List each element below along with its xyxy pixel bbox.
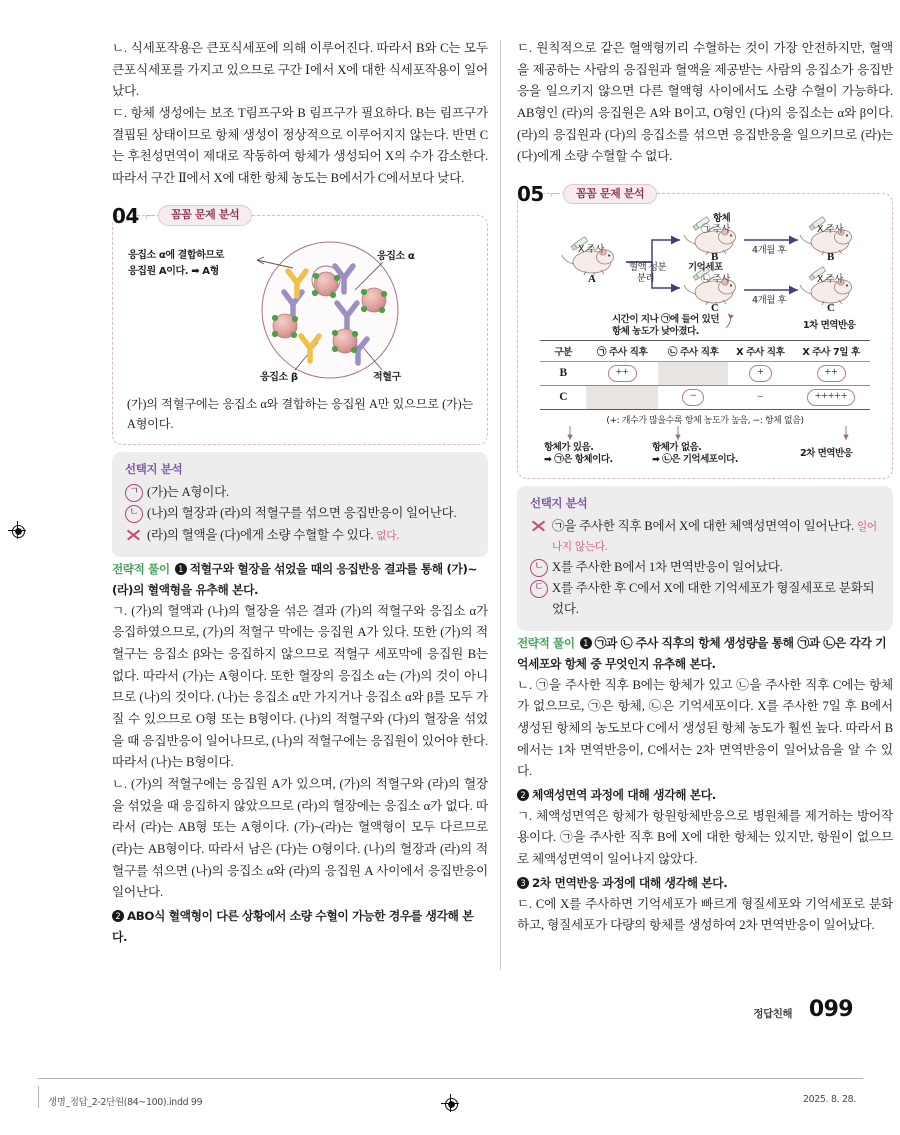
table-header-cell: ㉡ 주사 직후	[658, 340, 729, 361]
column-divider	[500, 40, 501, 970]
table-header-cell: 구분	[540, 340, 586, 361]
problem-05-analysis-box	[517, 193, 893, 479]
strategy-title-04: 전략적 풀이	[112, 561, 170, 576]
choice-item	[530, 557, 880, 577]
mouse-immunity-figure	[530, 212, 880, 338]
table-row	[540, 385, 870, 409]
step-label: ㉠과 ㉡ 주사 직후의 항체 생성량을 통해 ㉠과 ㉡은 각각 기억세포와 항체 중 무엇인지 유추해 본다.	[517, 635, 887, 671]
choice-analysis-title-05: 선택지 분석	[530, 495, 588, 510]
choice-mark-correct-icon: ㄴ	[125, 505, 142, 522]
choice-item	[125, 525, 475, 545]
fig05-label-antibody: 항체	[713, 212, 731, 224]
fig05-separate-line1: 혈액 성분	[629, 261, 667, 273]
strategy-paragraph: ㄱ. (가)의 혈액과 (나)의 혈장을 섞은 결과 (가)의 적혈구와 응집소 α가 응집하였으므로, (가)의 적혈구 막에는 응집원 A가 있다. 또한 (가)의 적혈구는 응집소 β와는 응집하지 않으므로 적혈구 세포막에 응집원 B는 없다. 따라서 (가)는 A형이다. 또한 혈장의 응집소 α는 (가)의 것이 아니므로 (나)의 것이다. (나)는 응집소 α만 가지거나 응집소 α와 β를 모두 가질 수 있으므로 O형 또는 B형이다. (나)의 적혈구와 (다)의 혈장을 섞었을 때 응집반응이 일어나므로, (나)의 적혈구에는 응집원이 있어야 한다. 따라서 (나)는 B형이다.	[112, 603, 488, 770]
print-rule-divider	[38, 1078, 863, 1079]
choice-text: X를 주사한 B에서 1차 면역반응이 일어났다.	[552, 560, 783, 575]
problem-number-05: 05	[517, 181, 544, 206]
step-label: 2차 면역반응 과정에 대해 생각해 본다.	[532, 875, 728, 890]
step-label: ABO식 혈액형이 다른 상황에서 소량 수혈이 가능한 경우를 생각해 본다.	[112, 908, 474, 944]
paragraph-left-intro-1: ㄴ. 식세포작용은 큰포식세포에 의해 이루어진다. 따라서 B와 C는 모두 큰포식세포를 가지고 있으므로 구간 Ⅰ에서 X에 대한 식세포작용이 일어났다.	[112, 41, 488, 99]
fig04-callout-line2: 응집원 A이다. ➡ A형	[128, 265, 219, 277]
choice-item	[530, 578, 880, 619]
table-row-label: C	[540, 385, 586, 409]
choice-item	[530, 516, 880, 557]
choice-item	[125, 482, 475, 502]
problem-analysis-tag-05: 꼼꼼 문제 분석	[563, 184, 657, 205]
fig05-separate-line2: 분리	[637, 272, 655, 284]
table-cell: −	[728, 385, 792, 409]
problem-04-header	[112, 204, 488, 228]
table-header-cell: X 주사 7일 후	[792, 340, 870, 361]
problem-04-strategy	[112, 559, 488, 948]
fig05-mouse-label-a: A	[588, 272, 596, 285]
step-label: 적혈구와 혈장을 섞었을 때의 응집반응 결과를 통해 (가)~(라)의 혈액형을 유추해 본다.	[112, 561, 477, 597]
choice-text: (가)는 A형이다.	[147, 485, 229, 500]
problem-05-choice-analysis	[517, 486, 893, 631]
dash-connector-icon: ⌐	[550, 185, 557, 201]
problem-05-strategy	[517, 633, 893, 937]
note-no-antibody-line1: 항체가 없음.	[652, 441, 702, 453]
table-cell: +	[728, 361, 792, 385]
problem-05-header	[517, 182, 893, 206]
table-legend: (+: 개수가 많을수록 항체 농도가 높음, −: 항체 없음)	[606, 415, 804, 426]
table-header-cell: X 주사 직후	[728, 340, 792, 361]
step-number-badge: 2	[112, 910, 124, 922]
table-cell-empty	[586, 385, 658, 409]
fig05-inject-nieun: ㉡ 주사	[701, 273, 730, 285]
choice-correction: 없다.	[376, 529, 400, 542]
table-cell: ++	[792, 361, 870, 385]
choice-mark-wrong-icon	[530, 518, 547, 535]
page-number: 099	[808, 997, 853, 1022]
table-header-cell: ㉠ 주사 직후	[586, 340, 658, 361]
right-column	[517, 38, 893, 937]
fig05-inject-x-a: X 주사	[578, 243, 604, 255]
strategy-title-05: 전략적 풀이	[517, 635, 575, 650]
left-column	[112, 38, 488, 948]
fig05-after-4months-b: 4개월 후	[752, 244, 787, 256]
table-row-label: B	[540, 361, 586, 385]
table-header-row	[540, 340, 870, 361]
registration-mark-left	[8, 521, 26, 539]
registration-mark-bottom	[441, 1094, 459, 1112]
choice-text: X를 주사한 후 C에서 X에 대한 기억세포가 형질세포로 분화되었다.	[552, 581, 875, 616]
choice-text: (나)의 혈장과 (라)의 적혈구를 섞으면 응집반응이 일어난다.	[147, 506, 457, 521]
problem-number-04: 04	[112, 203, 139, 228]
choice-mark-correct-icon: ㄷ	[530, 580, 547, 597]
note-secondary-response: 2차 면역반응	[800, 447, 853, 459]
table-cell: −	[658, 385, 729, 409]
table-cell-empty	[658, 361, 729, 385]
choice-mark-correct-icon: ㄴ	[530, 559, 547, 576]
fig05-inject-x-c: X 주사	[817, 273, 843, 285]
strategy-paragraph: ㄴ. (가)의 적혈구에는 응집원 A가 있으며, (가)의 적혈구와 (라)의 혈장을 섞었을 때 응집하지 않았으므로 (라)의 혈장에는 응집소 α가 없다. 따라서 (라)는 AB형 또는 A형이다. (가)~(라)는 혈액형이 모두 다르므로 (라)는 AB형이다. 따라서 남은 (다)는 O형이다. (나)의 혈장과 (라)의 적혈구를 섞으면 (나)의 응집소 α와 (라)의 응집원 A 사이에서 응집반응이 일어난다.	[112, 776, 488, 900]
fig05-mouse-label-b1: B	[711, 250, 719, 263]
fig04-callout-line1: 응집소 α에 결합하므로	[128, 249, 224, 261]
choice-item	[125, 503, 475, 523]
table-cell: ++	[586, 361, 658, 385]
strategy-paragraph: ㄱ. 체액성면역은 항체가 항원항체반응으로 병원체를 제거하는 방어작용이다. ㉠을 주사한 직후 B에 X에 대한 항체는 있지만, 항원이 없으므로 체액성면역이 일어나지 않았다.	[517, 808, 893, 867]
step-number-badge: 2	[517, 789, 529, 801]
problem-04-choice-analysis	[112, 452, 488, 557]
fig05-note-time-line1: 시간이 지나 ㉠에 들어 있던	[612, 313, 719, 325]
note-has-antibody-line2: ➡ ㉠은 항체이다.	[544, 453, 613, 465]
table-callouts	[530, 428, 880, 468]
fig05-mouse-label-c2: C	[827, 301, 835, 314]
paragraph-right-intro-1: ㄷ. 원칙적으로 같은 혈액형끼리 수혈하는 것이 가장 안전하지만, 혈액을 제공하는 사람의 응집원과 혈액을 제공받는 사람의 응집소가 응집반응을 일으키지 않으면 다른 혈액형 사이에서도 소량 수혈이 가능하다. AB형인 (라)의 응집원은 A와 B이고, O형인 (다)의 응집소는 α와 β이다. (라)의 응집원과 (다)의 응집소를 섞으면 응집반응을 일으키므로 (라)는 (다)에게 소량 수혈할 수 없다.	[517, 41, 893, 164]
choice-mark-correct-icon: ㄱ	[125, 484, 142, 501]
choice-correction: 일어나지 않는다.	[552, 520, 877, 553]
choice-analysis-title-04: 선택지 분석	[125, 462, 183, 477]
fig04-label-agglutinin-beta: 응집소 β	[260, 371, 298, 383]
dash-connector-icon: ⌐	[145, 207, 152, 223]
table-row	[540, 361, 870, 385]
fig05-note-primary-response: 1차 면역반응	[803, 319, 856, 331]
fig04-label-agglutinin-alpha: 응집소 α	[377, 250, 415, 262]
step-number-badge: 1	[175, 563, 187, 575]
strategy-paragraph: ㄴ. ㉠을 주사한 직후 B에는 항체가 있고 ㉡을 주사한 직후 C에는 항체가 없으므로, ㉠은 항체, ㉡은 기억세포이다. X를 주사한 7일 후 B에서 생성된 항체의 농도보다 C에서 생성된 항체 농도가 훨씬 높다. 따라서 B에서는 1차 면역반응이, C에서는 2차 면역반응이 일어났음을 알 수 있다.	[517, 677, 893, 779]
table-cell: +++++	[792, 385, 870, 409]
step-number-badge: 3	[517, 877, 529, 889]
fig05-after-4months-c: 4개월 후	[752, 294, 787, 306]
problem-analysis-tag-04: 꼼꼼 문제 분석	[158, 205, 252, 226]
fig05-mouse-label-b2: B	[827, 250, 835, 263]
fig05-inject-gieok: ㉠ 주사	[701, 223, 730, 235]
print-crop-tick	[38, 1086, 39, 1108]
choice-mark-wrong-icon	[125, 527, 142, 544]
agglutination-figure	[125, 238, 475, 388]
fig04-label-rbc: 적혈구	[373, 371, 401, 383]
note-has-antibody-line1: 항체가 있음.	[544, 441, 594, 453]
print-filename: 생명_정답_2-2단원(84~100).indd 99	[48, 1097, 203, 1108]
problem-04-analysis-box	[112, 215, 488, 446]
strategy-paragraph: ㄷ. C에 X를 주사하면 기억세포가 빠르게 형질세포와 기억세포로 분화하고, 형질세포가 다량의 항체를 생성하여 2차 면역반응이 일어났다.	[517, 896, 893, 933]
problem-04-figure-caption: (가)의 적혈구에는 응집소 α와 결합하는 응집원 A만 있으므로 (가)는 A형이다.	[127, 396, 473, 431]
step-label: 체액성면역 과정에 대해 생각해 본다.	[532, 787, 716, 802]
step-number-badge: 1	[580, 637, 592, 649]
fig05-mouse-label-c1: C	[711, 301, 719, 314]
fig05-label-memory-cell: 기억세포	[688, 261, 723, 273]
note-no-antibody-line2: ➡ ㉡은 기억세포이다.	[652, 453, 738, 465]
print-date: 2025. 8. 28.	[802, 1094, 856, 1105]
antibody-concentration-table	[540, 340, 870, 410]
choice-text: (라)의 혈액을 (다)에게 소량 수혈할 수 있다.	[147, 527, 374, 542]
paragraph-left-intro-2: ㄷ. 항체 생성에는 보조 T림프구와 B 림프구가 필요하다. B는 림프구가 결핍된 상태이므로 항체 생성이 정상적으로 이루어지지 않는다. 반면 C는 후천성면역이 제대로 작동하여 항체가 생성되어 X의 수가 감소한다. 따라서 구간 Ⅱ에서 X에 대한 항체 농도는 B에서가 C에서보다 낮다.	[112, 105, 488, 185]
fig05-note-time-line2: 항체 농도가 낮아졌다.	[612, 325, 699, 337]
fig05-inject-x-b: X 주사	[817, 223, 843, 235]
choice-text: ㉠을 주사한 직후 B에서 X에 대한 체액성면역이 일어난다.	[552, 518, 855, 533]
footer-book-label: 정답친해	[753, 1008, 792, 1020]
